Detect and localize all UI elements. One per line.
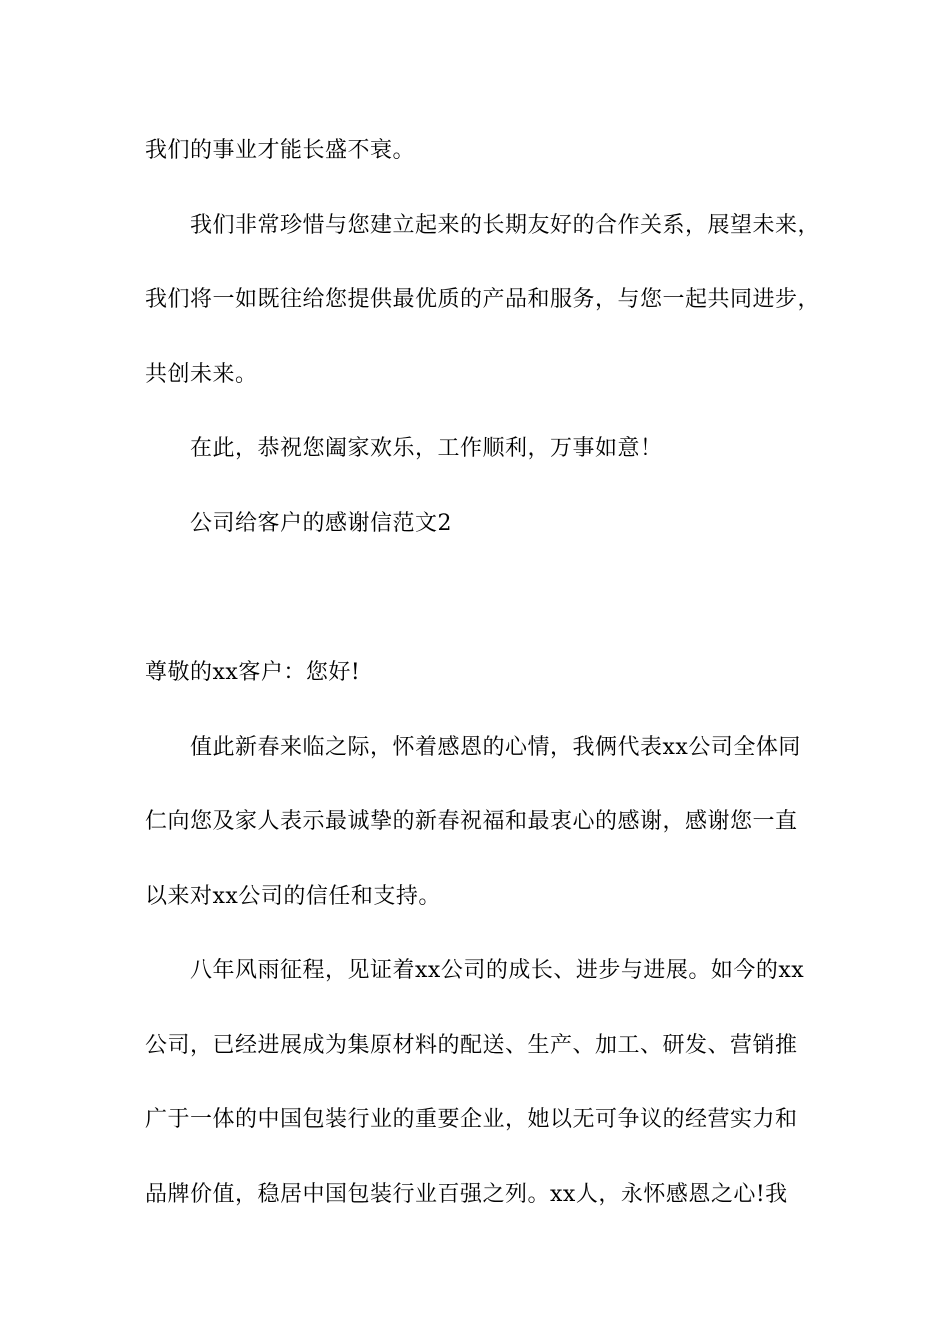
paragraph-line: 在此，恭祝您阖家欢乐，工作顺利，万事如意！ [190,436,663,461]
paragraph-line: 我们非常珍惜与您建立起来的长期友好的合作关系，展望未来， [190,213,821,238]
paragraph-line: 广于一体的中国包装行业的重要企业，她以无可争议的经营实力和 [145,1107,798,1132]
paragraph-line: 八年风雨征程，见证着xx公司的成长、进步与进展。如今的xx [190,958,805,983]
paragraph-line: 公司，已经进展成为集原材料的配送、生产、加工、研发、营销推 [145,1033,798,1058]
salutation: 尊敬的xx客户：您好! [145,660,361,685]
paragraph-line: 我们的事业才能长盛不衰。 [145,138,416,163]
paragraph-line: 我们将一如既往给您提供最优质的产品和服务，与您一起共同进步， [145,287,821,312]
paragraph-line: 以来对xx公司的信任和支持。 [145,884,441,909]
paragraph-line: 共创未来。 [145,362,258,387]
section-heading: 公司给客户的感谢信范文2 [190,511,452,536]
paragraph-line: 仁向您及家人表示最诚挚的新春祝福和最衷心的感谢，感谢您一直 [145,809,798,834]
paragraph-line: 值此新春来临之际，怀着感恩的心情，我俩代表xx公司全体同 [190,735,801,760]
paragraph-line: 品牌价值，稳居中国包装行业百强之列。xx人，永怀感恩之心!我 [145,1182,788,1207]
